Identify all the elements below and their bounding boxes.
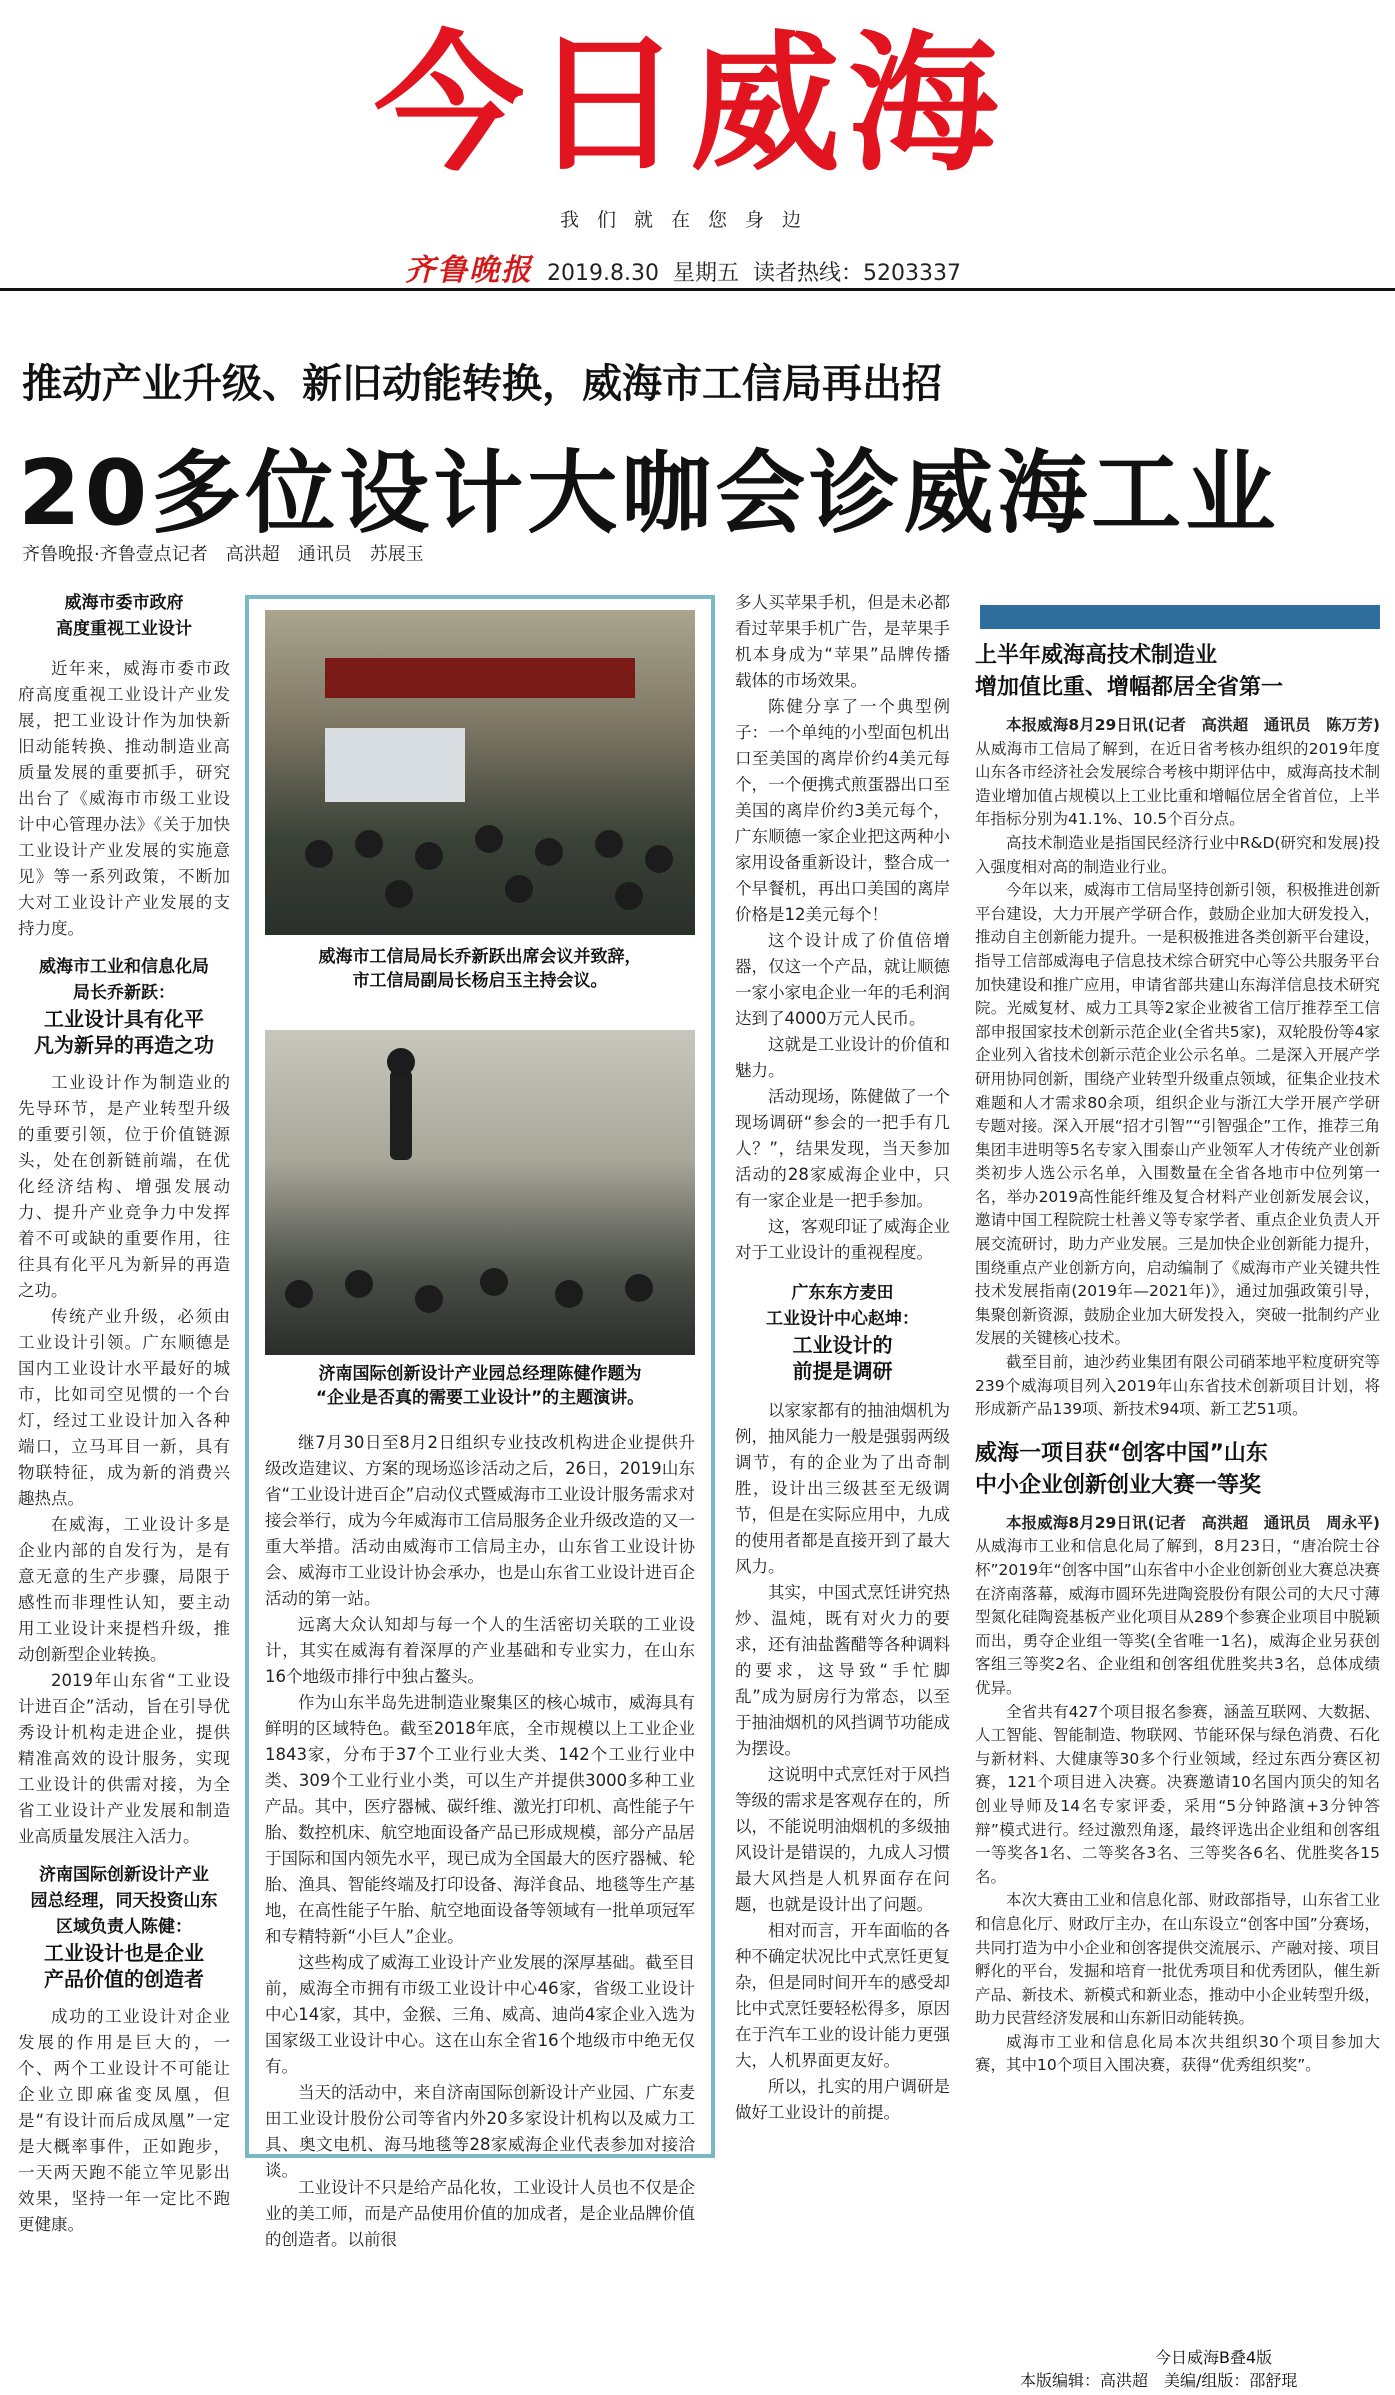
page-editors: 本版编辑：高洪超 美编/组版：邵舒琨 [1020,2371,1298,2390]
stage-banner [325,658,635,698]
column-4 [975,640,1380,2335]
section-bar [980,605,1380,629]
subhead-2: 威海市工业和信息化局 局长乔新跃： 工业设计具有化平 凡为新异的再造之功 [34,957,214,1057]
paragraph: 成功的工业设计对企业发展的作用是巨大的，一个、两个工业设计不可能让企业立即麻雀变凤凰，但是“有设计而后成凤凰”一定是大概率事件，正如跑步，一天两天跑不能立竿见影出效果，坚持一年一定比不跑更健康。 [18,2007,230,2234]
paragraph: 高技术制造业是指国民经济行业中R&D(研究和发展)投入强度相对高的制造业行业。 [975,833,1380,876]
page-label: 今日威海B叠4版 [1155,2348,1273,2367]
column-1 [18,590,230,2370]
subhead-col3: 广东东方麦田 工业设计中心赵坤： 工业设计的 前提是调研 [766,1283,919,1383]
subhead-3: 济南国际创新设计产业 园总经理，同天投资山东 区域负责人陈健： 工业设计也是企业 产品价值的创造者 [30,1865,218,1991]
paragraph: 本报威海8月29日讯(记者 高洪超 通讯员 周永平) 从威海市工业和信息化局了解到，8月23日，“唐冶院士谷杯”2019年“创客中国”山东省中小企业创新创业大赛总决赛在济南落幕，威海市圆环先进陶瓷股份有限公司的大尺寸薄型氮化硅陶瓷基板产业化项目从289个参赛企业项目中脱颖而出，勇夺企业组一等奖(全省唯一1名)，威海企业另获创客组三等奖2名、企业组和创客组优胜奖共3名，总体成绩优异。 [975,1513,1380,1697]
news1-headline: 上半年威海高技术制造业 增加值比重、增幅都居全省第一 [975,643,1284,700]
paragraph: 所以，扎实的用户调研是做好工业设计的前提。 [735,2077,950,2122]
paragraph: 这说明中式烹饪对于风挡等级的需求是客观存在的，所以，不能说明油烟机的多级抽风设计是错误的，九成人习惯最大风挡是人机界面存在问题，也就是设计出了问题。 [735,1765,950,1914]
paragraph: 近年来，威海市委市政府高度重视工业设计产业发展，把工业设计作为加快新旧动能转换、推动制造业高质量发展的重要抓手，研究出台了《威海市市级工业设计中心管理办法》《关于加快工业设计产业发展的实施意见》等一系列政策，不断加大对工业设计产业发展的支持力度。 [18,659,230,938]
paragraph: 这些构成了威海工业设计产业发展的深厚基础。截至目前，威海全市拥有市级工业设计中心46家，省级工业设计中心14家，其中，金猴、三角、威高、迪尚4家企业入选为国家级工业设计中心。这在山东全省16个地级市中绝无仅有。 [265,1953,695,2076]
paragraph: 2019年山东省“工业设计进百企”活动，旨在引导优秀设计机构走进企业，提供精准高效的设计服务，实现工业设计的供需对接，为全省工业设计产业发展和制造业高质量发展注入活力。 [18,1671,230,1846]
paragraph: 这个设计成了价值倍增器，仅这一个产品，就让顺德一家小家电企业一年的毛利润达到了4000万元人民币。 [735,931,950,1028]
issue-weekday: 星期五 [672,261,739,286]
paragraph: 威海市工业和信息化局本次共组织30个项目参加大赛，其中10个项目入围决赛，获得“优秀组织奖”。 [975,2032,1380,2075]
paper-name: 齐鲁晚报 [405,253,533,288]
paragraph: 今年以来，威海市工信局坚持创新引领，积极推进创新平台建设，大力开展产学研合作，鼓励企业加大研发投入，推动自主创新能力提升。一是积极推进各类创新平台建设，指导工信部威海电子信息技术综合研究中心等公共服务平台加快建设和推广应用，申请省部共建山东海洋信息技术研究院。光威复材、威力工具等2家企业被省工信厅推荐至工信部申报国家技术创新示范企业(全省共5家)，双轮股份等4家企业列入省技术创新示范企业公示名单。二是深入开展产学研用协同创新，围绕产业转型升级重点领域，征集企业技术难题和人才需求80余项，组织企业与浙江大学开展产学研专题对接。深入开展“招才引智”“引智强企”工作，推荐三角集团丰进明等5名专家入围泰山产业领军人才传统产业创新类初步人选公示名单，入围数量在全省各地市中位列第一名，举办2019高性能纤维及复合材料产业创新发展会议，邀请中国工程院院士杜善义等专家学者、重点企业负责人开展交流研讨，助力产业发展。三是加快企业创新能力提升，围绕重点产业创新方向，启动编制了《威海市产业关键共性技术发展指南(2019年—2021年)》，通过加强政策引导，集聚创新资源，鼓励企业加大研发投入，突破一批制约产业发展的关键核心技术。 [975,881,1380,1348]
paragraph: 其实，中国式烹饪讲究热炒、温炖，既有对火力的要求，还有油盐酱醋等各种调料的要求，这导致“手忙脚乱”成为厨房行为常态，以至于抽油烟机的风挡调节功能成为摆设。 [735,1583,950,1758]
article-byline: 齐鲁晚报·齐鲁壹点记者 高洪超 通讯员 苏展玉 [22,544,424,565]
paragraph: 工业设计作为制造业的先导环节，是产业转型升级的重要引领，位于价值链源头，处在创新链前端，在优化经济结构、增强发展动力、提升产业竞争力中发挥着不可或缺的重要作用，往往具有化平凡为新异的再造之功。 [18,1073,230,1300]
reader-hotline: 读者热线：5203337 [752,261,961,286]
box-body [265,1430,695,2180]
masthead-title: 今日威海 [373,18,1006,192]
paragraph: 当天的活动中，来自济南国际创新设计产业园、广东麦田工业设计股份公司等省内外20多家设计机构以及威力工具、奥文电机、海马地毯等28家威海企业代表参加对接洽谈。 [265,2083,695,2180]
paragraph: 这就是工业设计的价值和魅力。 [735,1035,950,1080]
article-headline: 20多位设计大咖会诊威海工业 [18,441,1280,546]
projector-screen [325,728,465,802]
news1-body [975,714,1380,1422]
article-kicker: 推动产业升级、新旧动能转换，威海市工信局再出招 [22,361,942,407]
photo-caption-1: 威海市工信局局长乔新跃出席会议并致辞， 市工信局副局长杨启玉主持会议。 [318,947,642,991]
paragraph: 这，客观印证了威海企业对于工业设计的重视程度。 [735,1217,950,1262]
news2-body [975,1512,1380,2078]
column-3 [735,590,950,2370]
paragraph: 传统产业升级，必须由工业设计引领。广东顺德是国内工业设计水平最好的城市，比如司空见惯的一个台灯，经过工业设计加入各种端口，立马耳目一新，具有物联特征，成为新的消费兴趣热点。 [18,1307,230,1508]
paragraph: 远离大众认知却与每一个人的生活密切关联的工业设计，其实在威海有着深厚的产业基础和专业实力，在山东16个地级市排行中独占鳌头。 [265,1615,695,1686]
paragraph: 工业设计不只是给产品化妆，工业设计人员也不仅是企业的美工师，而是产品使用价值的加成者，是企业品牌价值的创造者。以前很 [265,2178,695,2249]
meeting-photo [265,610,695,935]
paragraph: 相对而言，开车面临的各种不确定状况比中式烹饪更复杂，但是同时间开车的感受却比中式烹饪要轻松得多，原因在于汽车工业的设计能力更强大，人机界面更友好。 [735,1921,950,2070]
paragraph: 以家家都有的抽油烟机为例，抽风能力一般是强弱两级调节，有的企业为了出奇制胜，设计出三级甚至无级调节，但是在实际应用中，九成的使用者都是直接开到了最大风力。 [735,1401,950,1576]
paragraph: 多人买苹果手机，但是未必都看过苹果手机广告，是苹果手机本身成为“苹果”品牌传播载体的市场效果。 [735,593,950,690]
paragraph: 在威海，工业设计多是企业内部的自发行为，是有意无意的生产步骤，局限于感性而非理性认知，要主动用工业设计来提档升级，推动创新型企业转换。 [18,1515,230,1664]
paragraph: 本报威海8月29日讯(记者 高洪超 通讯员 陈万芳) 从威海市工信局了解到，在近日省考核办组织的2019年度山东各市经济社会发展综合考核中期评估中，威海高技术制造业增加值占规模以上工业比重和增幅位居全省首位，上半年指标分别为41.1%、10.5个百分点。 [975,716,1380,829]
masthead-infobar [405,245,975,289]
photo-caption-2: 济南国际创新设计产业园总经理陈健作题为 “企业是否真的需要工业设计”的主题演讲。 [315,1364,645,1408]
masthead-rule [0,288,1395,291]
news2-headline: 威海一项目获“创客中国”山东 中小企业创新创业大赛一等奖 [975,1440,1268,1498]
paragraph: 截至目前，迪沙药业集团有限公司硝苯地平粒度研究等239个威海项目列入2019年山东省技术创新项目计划，将形成新产品139项、新技术94项、新工艺51项。 [975,1353,1380,1419]
masthead-slogan: 我们就在您身边 [560,209,820,231]
subhead-1: 威海市委市政府 高度重视工业设计 [56,593,192,639]
paragraph: 活动现场，陈健做了一个现场调研“参会的一把手有几人？”，结果发现，当天参加活动的28家威海企业中，只有一家企业是一把手参加。 [735,1087,950,1210]
paragraph: 全省共有427个项目报名参赛，涵盖互联网、大数据、人工智能、智能制造、物联网、节能环保与绿色消费、石化与新材料、大健康等30多个行业领域，经过东西分赛区初赛，121个项目进入决赛。决赛邀请10名国内顶尖的知名创业导师及14名专家评委，采用“5分钟路演+3分钟答辩”模式进行。经过激烈角逐，最终评选出企业组和创客组一等奖各1名、二等奖各3名、三等奖各6名、优胜奖各15名。 [975,1702,1380,1886]
paragraph: 作为山东半岛先进制造业聚集区的核心城市，威海具有鲜明的区域特色。截至2018年底，全市规模以上工业企业1843家，分布于37个工业行业大类、142个工业行业中类、309个工业行业小类，可以生产并提供3000多种工业产品。其中，医疗器械、碳纤维、激光打印机、高性能子午胎、数控机床、航空地面设备产品已形成规模，部分产品居于国际和国内领先水平，现已成为全国最大的医疗器械、轮胎、渔具、智能终端及打印设备、海洋食品、地毯等生产基地，在高性能子午胎、航空地面设备等领域有一批单项冠军和专精特新“小巨人”企业。 [265,1693,695,1946]
paragraph: 继7月30日至8月2日组织专业技改机构进企业提供升级改造建议、方案的现场巡诊活动之后，26日，2019山东省“工业设计进百企”启动仪式暨威海市工业设计服务需求对接会举行，成为今年威海市工信局服务企业升级改造的又一重大举措。活动由威海市工信局主办，山东省工业设计协会、威海市工业设计协会承办，也是山东省工业设计进百企活动的第一站。 [265,1433,695,1608]
paragraph: 陈健分享了一个典型例子：一个单纯的小型面包机出口至美国的离岸价约4美元每个，一个便携式煎蛋器出口至美国的离岸价约3美元每个，广东顺德一家企业把这两种小家用设备重新设计，整合成一个早餐机，再出口美国的离岸价格是12美元每个！ [735,697,950,924]
box-continuation [265,2175,695,2375]
issue-date: 2019.8.30 [547,261,659,286]
speech-photo [265,1030,695,1355]
paragraph: 本次大赛由工业和信息化部、财政部指导，山东省工业和信息化厅、财政厅主办，在山东设立“创客中国”分赛场，共同打造为中小企业和创客提供交流展示、产融对接、项目孵化的平台，发掘和培育一批优秀项目和优秀团队，催生新产品、新技术、新模式和新业态，推动中小企业转型升级，助力民营经济发展和山东新旧动能转换。 [975,1891,1380,2028]
